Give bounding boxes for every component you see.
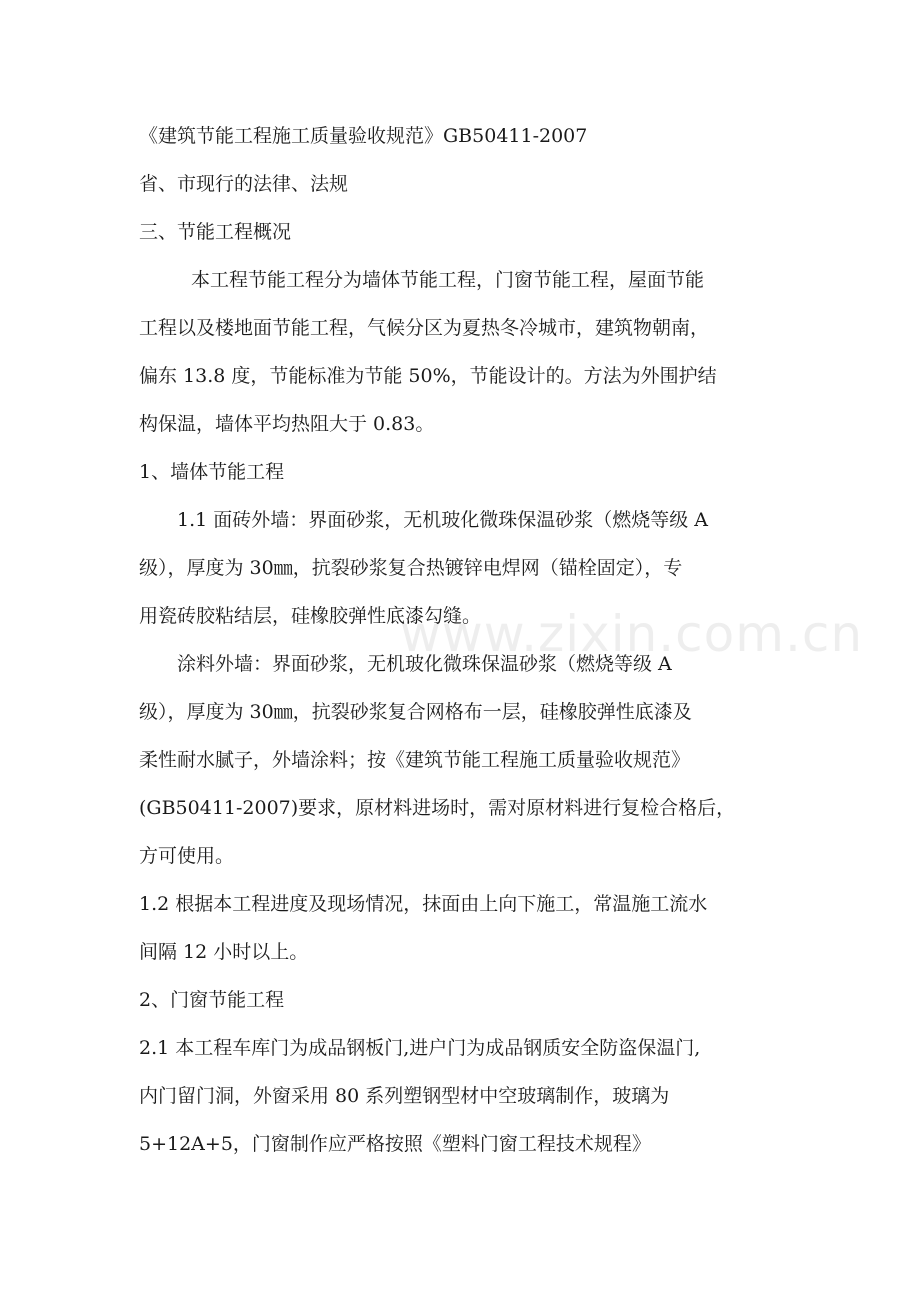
paragraph-line: 5+12A+5，门窗制作应严格按照《塑料门窗工程技术规程》 — [139, 1133, 651, 1155]
section-heading-doors-windows: 2、门窗节能工程 — [139, 989, 285, 1011]
paragraph-line: 涂料外墙：界面砂浆，无机玻化微珠保温砂浆（燃烧等级 A — [177, 653, 672, 675]
watermark: www.zixin.com.cn — [400, 605, 864, 663]
paragraph-line: 2.1 本工程车库门为成品钢板门,进户门为成品钢质安全防盗保温门, — [139, 1037, 701, 1059]
tile-wall-paragraph — [139, 496, 789, 640]
paragraph-line: 1.1 面砖外墙：界面砂浆，无机玻化微珠保温砂浆（燃烧等级 A — [177, 509, 709, 531]
paragraph-line: 方可使用。 — [139, 845, 235, 867]
paragraph-line: 柔性耐水腻子，外墙涂料；按《建筑节能工程施工质量验收规范》 — [139, 749, 691, 771]
construction-sequence-paragraph — [139, 880, 789, 976]
reference-standard-line: 《建筑节能工程施工质量验收规范》GB50411-2007 — [139, 125, 588, 147]
paragraph-line: 用瓷砖胶粘结层，硅橡胶弹性底漆勾缝。 — [139, 605, 482, 627]
paragraph-line: 内门留门洞，外窗采用 80 系列塑钢型材中空玻璃制作，玻璃为 — [139, 1085, 670, 1107]
coating-wall-paragraph — [139, 640, 789, 880]
doors-windows-paragraph — [139, 1024, 789, 1168]
section-heading-wall: 1、墙体节能工程 — [139, 461, 285, 483]
paragraph-line: 构保温，墙体平均热阻大于 0.83。 — [139, 413, 435, 435]
document-body — [139, 112, 864, 1168]
paragraph-line: 工程以及楼地面节能工程，气候分区为夏热冬冷城市，建筑物朝南， — [139, 317, 710, 339]
paragraph-line: (GB50411-2007)要求，原材料进场时，需对原材料进行复检合格后， — [139, 797, 736, 819]
paragraph-line: 级），厚度为 30㎜，抗裂砂浆复合网格布一层，硅橡胶弹性底漆及 — [139, 701, 692, 723]
section-heading-overview: 三、节能工程概况 — [139, 221, 292, 243]
paragraph-line: 间隔 12 小时以上。 — [139, 941, 309, 963]
paragraph-line: 级），厚度为 30㎜，抗裂砂浆复合热镀锌电焊网（锚栓固定），专 — [139, 557, 683, 579]
overview-paragraph — [139, 256, 789, 448]
paragraph-line: 偏东 13.8 度，节能标准为节能 50%，节能设计的。方法为外围护结 — [139, 365, 717, 387]
paragraph-line: 1.2 根据本工程进度及现场情况，抹面由上向下施工，常温施工流水 — [139, 893, 708, 915]
paragraph-line: 本工程节能工程分为墙体节能工程，门窗节能工程，屋面节能 — [191, 269, 705, 291]
reference-regulations-line: 省、市现行的法律、法规 — [139, 173, 349, 195]
